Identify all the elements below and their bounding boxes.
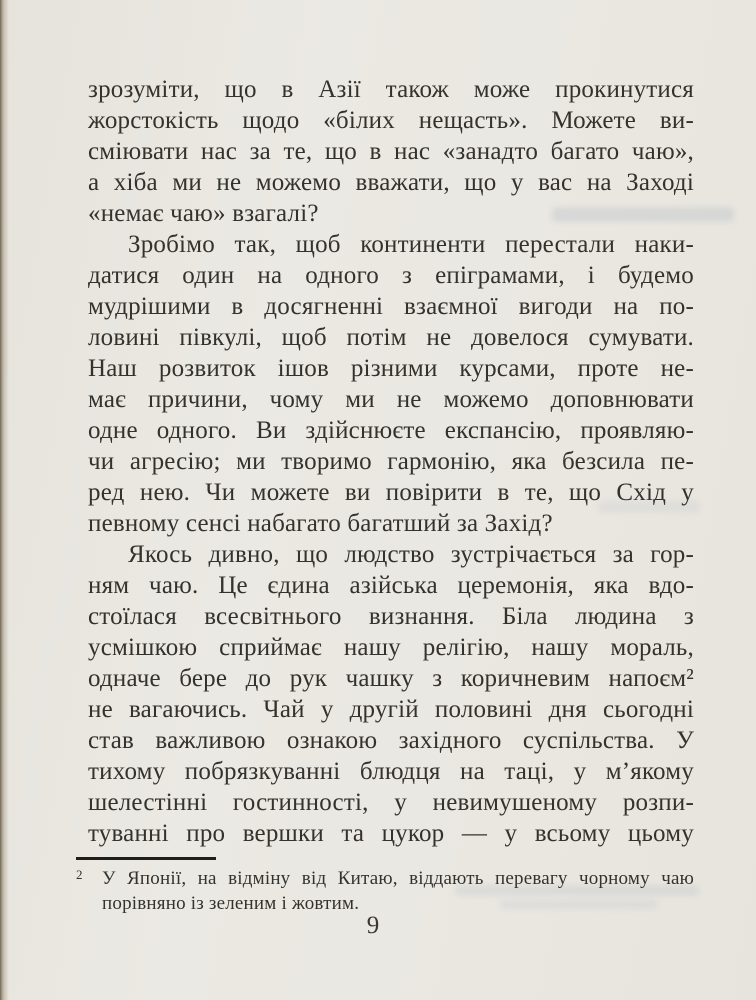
text-line: Наш розвиток ішов різними курсами, проте не-	[88, 355, 694, 382]
paragraph-1	[88, 74, 694, 229]
text-line: усмішкою сприймає нашу релігію, нашу мораль,	[88, 634, 694, 661]
text-line: «немає чаю» взагалі?	[88, 200, 319, 227]
footnote	[76, 866, 694, 916]
text-line: чи агресію; ми творимо гармонію, яка безсила пе-	[88, 448, 694, 475]
text-line: мудрішими в досягненні взаємної вигоди на по-	[88, 293, 694, 320]
text-line: туванні про вершки та цукор — у всьому цьому	[88, 820, 694, 847]
text-line: тихому побрязкуванні блюдця на таці, у м’якому	[88, 758, 694, 785]
text-line: став важливою ознакою західного суспільства. У	[88, 727, 694, 754]
footnote-marker: 2	[76, 867, 83, 882]
text-line: Якось дивно, що людство зустрічається за гор-	[128, 541, 694, 568]
text-line: шелестінні гостинності, у невимушеному розпи-	[88, 789, 694, 816]
paragraph-3	[88, 539, 694, 849]
footnote-line: У Японії, на відміну від Китаю, віддають перевагу чорному чаю	[102, 868, 694, 889]
footnote-separator-rule	[76, 857, 216, 860]
footnote-line: порівняно із зеленим і жовтим.	[102, 893, 360, 914]
footnote-text	[102, 866, 694, 916]
text-line: не вагаючись. Чай у другій половині дня сьогодні	[88, 696, 694, 723]
text-line: одначе бере до рук чашку з коричневим напоєм²	[88, 665, 694, 692]
text-line: ред нею. Чи можете ви повірити в те, що Схід у	[88, 479, 694, 506]
text-line: датися один на одного з епіграмами, і будемо	[88, 262, 694, 289]
text-line: стоїлася всесвітнього визнання. Біла людина з	[88, 603, 694, 630]
text-line: має причини, чому ми не можемо доповнювати	[88, 386, 694, 413]
page-number: 9	[366, 912, 380, 939]
text-line: ням чаю. Це єдина азійська церемонія, яка вдо-	[88, 572, 694, 599]
page-edge-shadow	[0, 0, 9, 1000]
page-text-block	[76, 74, 694, 916]
text-line: зрозуміти, що в Азії також може прокинутися	[88, 76, 694, 103]
text-line: певному сенсі набагато багатший за Захід?	[88, 510, 553, 537]
text-line: Зробімо так, щоб континенти перестали наки-	[128, 231, 694, 258]
text-line: одне одного. Ви здійснюєте експансію, проявляю-	[88, 417, 694, 444]
text-line: а хіба ми не можемо вважати, що у вас на Заході	[88, 169, 694, 196]
text-line: ловині півкулі, щоб потім не довелося сумувати.	[88, 324, 694, 351]
text-line: жорстокість щодо «білих нещасть». Можете ви-	[88, 107, 694, 134]
paragraph-2	[88, 229, 694, 539]
text-line: сміювати нас за те, що в нас «занадто багато чаю»,	[88, 138, 694, 165]
